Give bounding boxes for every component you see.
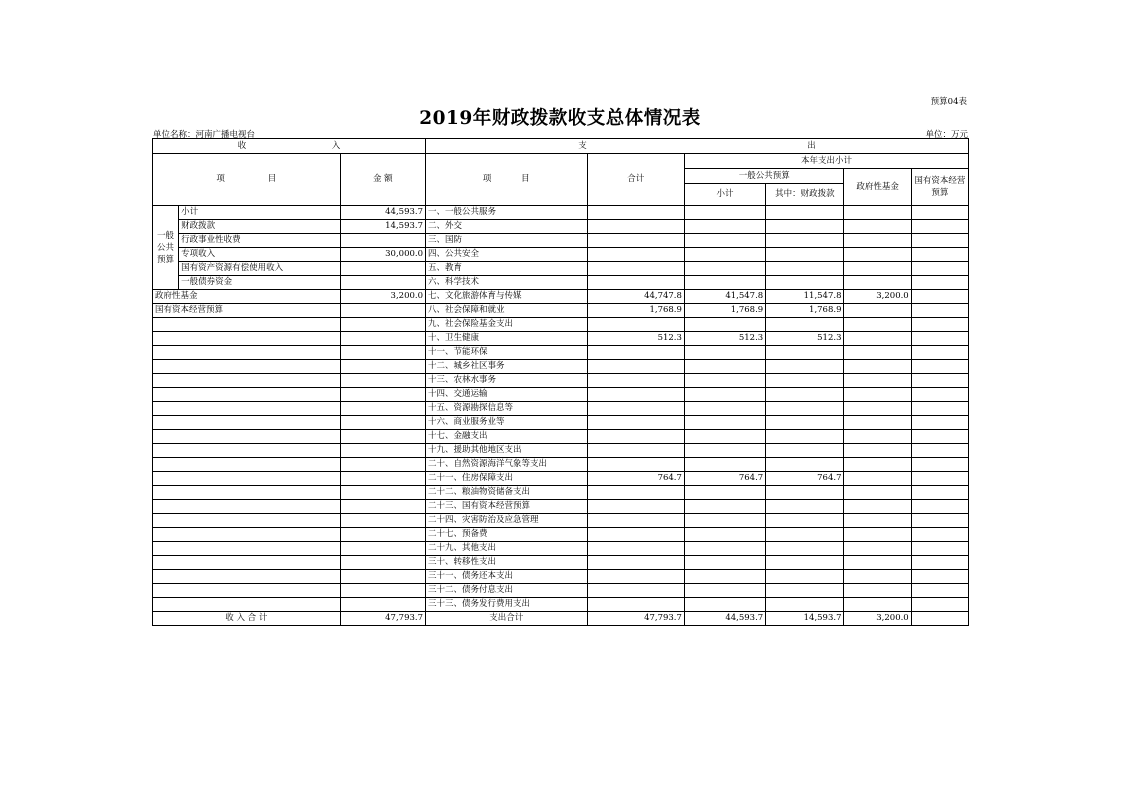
income-amount xyxy=(340,346,425,360)
income-amount xyxy=(340,458,425,472)
table-row xyxy=(153,556,969,570)
income-item xyxy=(153,318,341,332)
expense-subtotal xyxy=(684,514,765,528)
expense-state-capital xyxy=(911,276,968,290)
income-total-amount: 47,793.7 xyxy=(340,612,425,626)
budget-table xyxy=(152,138,969,626)
expense-total xyxy=(587,458,684,472)
expense-item: 一、一般公共服务 xyxy=(426,206,588,220)
expense-item: 二十一、住房保障支出 xyxy=(426,472,588,486)
expense-fiscal-appropriation xyxy=(766,262,844,276)
income-amount xyxy=(340,332,425,346)
expense-state-capital xyxy=(911,234,968,248)
expense-item: 二十二、粮油物资储备支出 xyxy=(426,486,588,500)
expense-total: 1,768.9 xyxy=(587,304,684,318)
expense-gov-fund xyxy=(844,304,911,318)
income-amount xyxy=(340,234,425,248)
table-row xyxy=(153,598,969,612)
expense-subtotal xyxy=(684,360,765,374)
total-header: 合计 xyxy=(587,154,684,206)
table-row xyxy=(153,570,969,584)
income-amount: 30,000.0 xyxy=(340,248,425,262)
expense-total xyxy=(587,346,684,360)
expense-item: 四、公共安全 xyxy=(426,248,588,262)
income-item: 财政拨款 xyxy=(179,220,341,234)
expense-fiscal-appropriation xyxy=(766,598,844,612)
page-title: 2019年财政拨款收支总体情况表 xyxy=(419,108,701,129)
expense-state-capital xyxy=(911,304,968,318)
expense-item: 十七、金融支出 xyxy=(426,430,588,444)
expense-gov-fund xyxy=(844,318,911,332)
expense-fiscal-appropriation xyxy=(766,402,844,416)
expense-state-capital xyxy=(911,262,968,276)
expense-total xyxy=(587,514,684,528)
income-header xyxy=(153,139,426,154)
expense-fiscal-appropriation xyxy=(766,458,844,472)
expense-item: 二十九、其他支出 xyxy=(426,542,588,556)
expense-item: 五、教育 xyxy=(426,262,588,276)
gov-fund-header: 政府性基金 xyxy=(844,169,911,206)
income-item-header-b: 目 xyxy=(267,174,277,184)
expense-state-capital xyxy=(911,206,968,220)
expense-fiscal-appropriation xyxy=(766,388,844,402)
income-amount xyxy=(340,542,425,556)
expense-item: 十二、城乡社区事务 xyxy=(426,360,588,374)
expense-gov-fund xyxy=(844,276,911,290)
expense-state-capital xyxy=(911,290,968,304)
expense-state-capital xyxy=(911,444,968,458)
expense-item: 十六、商业服务业等 xyxy=(426,416,588,430)
expense-header-b: 出 xyxy=(807,140,816,151)
income-amount xyxy=(340,472,425,486)
expense-gov-fund xyxy=(844,514,911,528)
expense-total xyxy=(587,388,684,402)
income-item xyxy=(153,486,341,500)
income-amount xyxy=(340,514,425,528)
expense-subtotal xyxy=(684,528,765,542)
table-row xyxy=(153,374,969,388)
expense-fiscal-appropriation xyxy=(766,584,844,598)
expense-gov-fund xyxy=(844,220,911,234)
expense-total: 512.3 xyxy=(587,332,684,346)
expense-subtotal xyxy=(684,374,765,388)
table-row xyxy=(153,444,969,458)
income-item xyxy=(153,332,341,346)
expense-item: 三十三、债务发行费用支出 xyxy=(426,598,588,612)
table-row xyxy=(153,528,969,542)
expense-item: 二、外交 xyxy=(426,220,588,234)
income-item xyxy=(153,542,341,556)
expense-item-header-a: 项 xyxy=(482,174,492,184)
table-body xyxy=(153,206,969,626)
expense-fiscal-appropriation xyxy=(766,276,844,290)
expense-total xyxy=(587,374,684,388)
unit-name: 单位名称：河南广播电视台 xyxy=(153,130,256,140)
expense-state-capital xyxy=(911,570,968,584)
table-row xyxy=(153,584,969,598)
expense-item: 三十一、债务还本支出 xyxy=(426,570,588,584)
income-amount: 14,593.7 xyxy=(340,220,425,234)
expense-grand-total: 47,793.7 xyxy=(587,612,684,626)
table-row xyxy=(153,542,969,556)
income-item xyxy=(153,374,341,388)
expense-total xyxy=(587,430,684,444)
income-amount xyxy=(340,360,425,374)
expense-fiscal-appropriation: 11,547.8 xyxy=(766,290,844,304)
unit-label: 单位：万元 xyxy=(925,130,968,140)
income-header-b: 入 xyxy=(331,140,341,151)
expense-subtotal: 1,768.9 xyxy=(684,304,765,318)
expense-subtotal-total: 44,593.7 xyxy=(684,612,765,626)
table-row xyxy=(153,514,969,528)
expense-state-capital xyxy=(911,430,968,444)
expense-total xyxy=(587,528,684,542)
income-item xyxy=(153,360,341,374)
expense-state-capital-total xyxy=(911,612,968,626)
expense-total xyxy=(587,598,684,612)
expense-state-capital xyxy=(911,500,968,514)
expense-state-capital xyxy=(911,514,968,528)
amount-header: 金 额 xyxy=(340,154,425,206)
income-amount xyxy=(340,388,425,402)
income-item xyxy=(153,430,341,444)
expense-fiscal-appropriation xyxy=(766,514,844,528)
table-row xyxy=(153,276,969,290)
table-row xyxy=(153,472,969,486)
form-number: 预算04表 xyxy=(930,97,967,107)
income-amount xyxy=(340,584,425,598)
expense-total xyxy=(587,570,684,584)
income-amount xyxy=(340,528,425,542)
income-item: 国有资产资源有偿使用收入 xyxy=(179,262,341,276)
expense-total xyxy=(587,402,684,416)
expense-total xyxy=(587,444,684,458)
income-item xyxy=(153,416,341,430)
expense-total xyxy=(587,248,684,262)
income-item xyxy=(153,388,341,402)
income-amount xyxy=(340,304,425,318)
table-row xyxy=(153,234,969,248)
table-row xyxy=(153,402,969,416)
expense-gov-fund xyxy=(844,598,911,612)
table-row xyxy=(153,304,969,318)
income-item: 一般债券资金 xyxy=(179,276,341,290)
table-row xyxy=(153,332,969,346)
expense-subtotal xyxy=(684,486,765,500)
expense-fiscal-appropriation xyxy=(766,416,844,430)
table-row xyxy=(153,360,969,374)
expense-subtotal xyxy=(684,220,765,234)
table-row xyxy=(153,206,969,220)
expense-total xyxy=(587,234,684,248)
expense-total xyxy=(587,262,684,276)
income-amount xyxy=(340,486,425,500)
expense-fiscal-appropriation xyxy=(766,318,844,332)
expense-subtotal xyxy=(684,458,765,472)
year-subtotal-header: 本年支出小计 xyxy=(684,154,968,169)
income-item xyxy=(153,444,341,458)
income-item xyxy=(153,570,341,584)
general-budget-group-label: 一般公共预算 xyxy=(153,206,179,290)
expense-fiscal-appropriation: 512.3 xyxy=(766,332,844,346)
expense-subtotal: 41,547.8 xyxy=(684,290,765,304)
expense-state-capital xyxy=(911,556,968,570)
expense-total xyxy=(587,206,684,220)
expense-gov-fund xyxy=(844,360,911,374)
expense-state-capital xyxy=(911,486,968,500)
income-item-header xyxy=(153,154,341,206)
expense-subtotal xyxy=(684,346,765,360)
expense-state-capital xyxy=(911,360,968,374)
expense-state-capital xyxy=(911,220,968,234)
income-amount xyxy=(340,402,425,416)
expense-total xyxy=(587,542,684,556)
expense-gov-fund xyxy=(844,206,911,220)
table-row xyxy=(153,500,969,514)
expense-gov-fund xyxy=(844,332,911,346)
expense-fiscal-appropriation xyxy=(766,374,844,388)
expense-header-a: 支 xyxy=(578,140,587,151)
state-capital-header: 国有资本经营预算 xyxy=(911,169,968,206)
expense-gov-fund: 3,200.0 xyxy=(844,290,911,304)
expense-total xyxy=(587,276,684,290)
expense-gov-fund xyxy=(844,234,911,248)
income-amount xyxy=(340,444,425,458)
expense-gov-fund xyxy=(844,262,911,276)
income-item xyxy=(153,500,341,514)
expense-fiscal-appropriation xyxy=(766,500,844,514)
expense-gov-fund xyxy=(844,248,911,262)
expense-subtotal xyxy=(684,444,765,458)
general-budget-header: 一般公共预算 xyxy=(684,169,844,184)
income-amount xyxy=(340,374,425,388)
table-row xyxy=(153,318,969,332)
expense-gov-fund xyxy=(844,472,911,486)
income-item xyxy=(153,514,341,528)
expense-gov-fund xyxy=(844,542,911,556)
expense-fiscal-appropriation xyxy=(766,444,844,458)
expense-total xyxy=(587,486,684,500)
expense-item: 六、科学技术 xyxy=(426,276,588,290)
expense-total xyxy=(587,416,684,430)
expense-subtotal xyxy=(684,570,765,584)
table-row xyxy=(153,416,969,430)
expense-item: 十九、援助其他地区支出 xyxy=(426,444,588,458)
income-item xyxy=(153,346,341,360)
expense-subtotal xyxy=(684,500,765,514)
income-amount xyxy=(340,262,425,276)
expense-fiscal-appropriation xyxy=(766,248,844,262)
expense-gov-fund xyxy=(844,458,911,472)
expense-gov-fund xyxy=(844,416,911,430)
expense-item: 二十七、预备费 xyxy=(426,528,588,542)
expense-item: 三十二、债务付息支出 xyxy=(426,584,588,598)
table-row xyxy=(153,458,969,472)
expense-fiscal-appropriation xyxy=(766,570,844,584)
income-amount xyxy=(340,570,425,584)
expense-item-header-b: 目 xyxy=(521,174,530,184)
expense-gov-fund-total: 3,200.0 xyxy=(844,612,911,626)
income-amount xyxy=(340,276,425,290)
expense-fiscal-appropriation xyxy=(766,206,844,220)
table-row xyxy=(153,220,969,234)
expense-item: 八、社会保障和就业 xyxy=(426,304,588,318)
expense-subtotal xyxy=(684,430,765,444)
expense-fiscal-appropriation: 1,768.9 xyxy=(766,304,844,318)
income-amount xyxy=(340,598,425,612)
expense-total-label: 支出合计 xyxy=(426,612,588,626)
expense-fiscal-appropriation xyxy=(766,220,844,234)
expense-subtotal xyxy=(684,388,765,402)
expense-gov-fund xyxy=(844,486,911,500)
expense-item: 十三、农林水事务 xyxy=(426,374,588,388)
expense-subtotal xyxy=(684,262,765,276)
expense-state-capital xyxy=(911,318,968,332)
expense-gov-fund xyxy=(844,430,911,444)
table-row xyxy=(153,430,969,444)
expense-subtotal xyxy=(684,598,765,612)
expense-state-capital xyxy=(911,528,968,542)
expense-fiscal-appropriation xyxy=(766,542,844,556)
income-item xyxy=(153,584,341,598)
expense-state-capital xyxy=(911,472,968,486)
income-item xyxy=(153,458,341,472)
table-row xyxy=(153,388,969,402)
expense-header xyxy=(426,139,969,154)
expense-item-header xyxy=(426,154,588,206)
table-row xyxy=(153,262,969,276)
expense-subtotal: 764.7 xyxy=(684,472,765,486)
income-amount xyxy=(340,416,425,430)
expense-fiscal-appropriation xyxy=(766,556,844,570)
expense-item: 十一、节能环保 xyxy=(426,346,588,360)
expense-subtotal xyxy=(684,206,765,220)
expense-fiscal-appropriation xyxy=(766,360,844,374)
of-which-header: 其中：财政拨款 xyxy=(766,184,844,206)
expense-item: 二十、自然资源海洋气象等支出 xyxy=(426,458,588,472)
expense-item: 二十三、国有资本经营预算 xyxy=(426,500,588,514)
expense-item: 十四、交通运输 xyxy=(426,388,588,402)
income-item-header-a: 项 xyxy=(216,174,225,184)
expense-gov-fund xyxy=(844,388,911,402)
expense-state-capital xyxy=(911,402,968,416)
income-item: 专项收入 xyxy=(179,248,341,262)
expense-gov-fund xyxy=(844,444,911,458)
totals-row xyxy=(153,612,969,626)
income-item: 国有资本经营预算 xyxy=(153,304,341,318)
expense-total xyxy=(587,318,684,332)
expense-total xyxy=(587,584,684,598)
expense-subtotal: 512.3 xyxy=(684,332,765,346)
income-item: 行政事业性收费 xyxy=(179,234,341,248)
income-total-label: 收 入 合 计 xyxy=(153,612,341,626)
income-header-a: 收 xyxy=(237,140,247,151)
income-amount xyxy=(340,500,425,514)
expense-subtotal xyxy=(684,234,765,248)
income-amount: 44,593.7 xyxy=(340,206,425,220)
expense-gov-fund xyxy=(844,346,911,360)
expense-total xyxy=(587,360,684,374)
expense-fiscal-appropriation xyxy=(766,234,844,248)
expense-gov-fund xyxy=(844,584,911,598)
expense-subtotal xyxy=(684,248,765,262)
table-row xyxy=(153,290,969,304)
expense-item: 九、社会保险基金支出 xyxy=(426,318,588,332)
expense-fiscal-appropriation xyxy=(766,528,844,542)
expense-fiscal-appropriation xyxy=(766,430,844,444)
expense-total: 44,747.8 xyxy=(587,290,684,304)
income-item: 小计 xyxy=(179,206,341,220)
expense-total xyxy=(587,556,684,570)
income-item: 政府性基金 xyxy=(153,290,341,304)
income-item xyxy=(153,472,341,486)
expense-item: 二十四、灾害防治及应急管理 xyxy=(426,514,588,528)
expense-gov-fund xyxy=(844,374,911,388)
income-item xyxy=(153,598,341,612)
expense-state-capital xyxy=(911,542,968,556)
expense-state-capital xyxy=(911,374,968,388)
expense-subtotal xyxy=(684,416,765,430)
expense-gov-fund xyxy=(844,570,911,584)
expense-state-capital xyxy=(911,332,968,346)
expense-subtotal xyxy=(684,318,765,332)
income-amount xyxy=(340,430,425,444)
expense-subtotal xyxy=(684,402,765,416)
expense-state-capital xyxy=(911,388,968,402)
expense-fiscal-appropriation: 764.7 xyxy=(766,472,844,486)
expense-gov-fund xyxy=(844,402,911,416)
income-item xyxy=(153,402,341,416)
income-item xyxy=(153,556,341,570)
expense-subtotal xyxy=(684,556,765,570)
expense-state-capital xyxy=(911,416,968,430)
expense-item: 十五、资源勘探信息等 xyxy=(426,402,588,416)
income-amount xyxy=(340,318,425,332)
expense-state-capital xyxy=(911,584,968,598)
expense-total xyxy=(587,220,684,234)
expense-gov-fund xyxy=(844,528,911,542)
expense-fiscal-appropriation xyxy=(766,346,844,360)
expense-state-capital xyxy=(911,458,968,472)
expense-state-capital xyxy=(911,248,968,262)
expense-total xyxy=(587,500,684,514)
expense-gov-fund xyxy=(844,500,911,514)
expense-total: 764.7 xyxy=(587,472,684,486)
expense-item: 三十、转移性支出 xyxy=(426,556,588,570)
table-row xyxy=(153,346,969,360)
expense-subtotal xyxy=(684,276,765,290)
expense-gov-fund xyxy=(844,556,911,570)
expense-item: 七、文化旅游体育与传媒 xyxy=(426,290,588,304)
expense-fiscal-appropriation xyxy=(766,486,844,500)
expense-subtotal xyxy=(684,542,765,556)
expense-fiscal-total: 14,593.7 xyxy=(766,612,844,626)
expense-state-capital xyxy=(911,346,968,360)
income-amount: 3,200.0 xyxy=(340,290,425,304)
subtotal-header: 小计 xyxy=(684,184,765,206)
table-row xyxy=(153,248,969,262)
income-amount xyxy=(340,556,425,570)
income-item xyxy=(153,528,341,542)
expense-item: 三、国防 xyxy=(426,234,588,248)
table-row xyxy=(153,486,969,500)
expense-item: 十、卫生健康 xyxy=(426,332,588,346)
expense-state-capital xyxy=(911,598,968,612)
expense-subtotal xyxy=(684,584,765,598)
